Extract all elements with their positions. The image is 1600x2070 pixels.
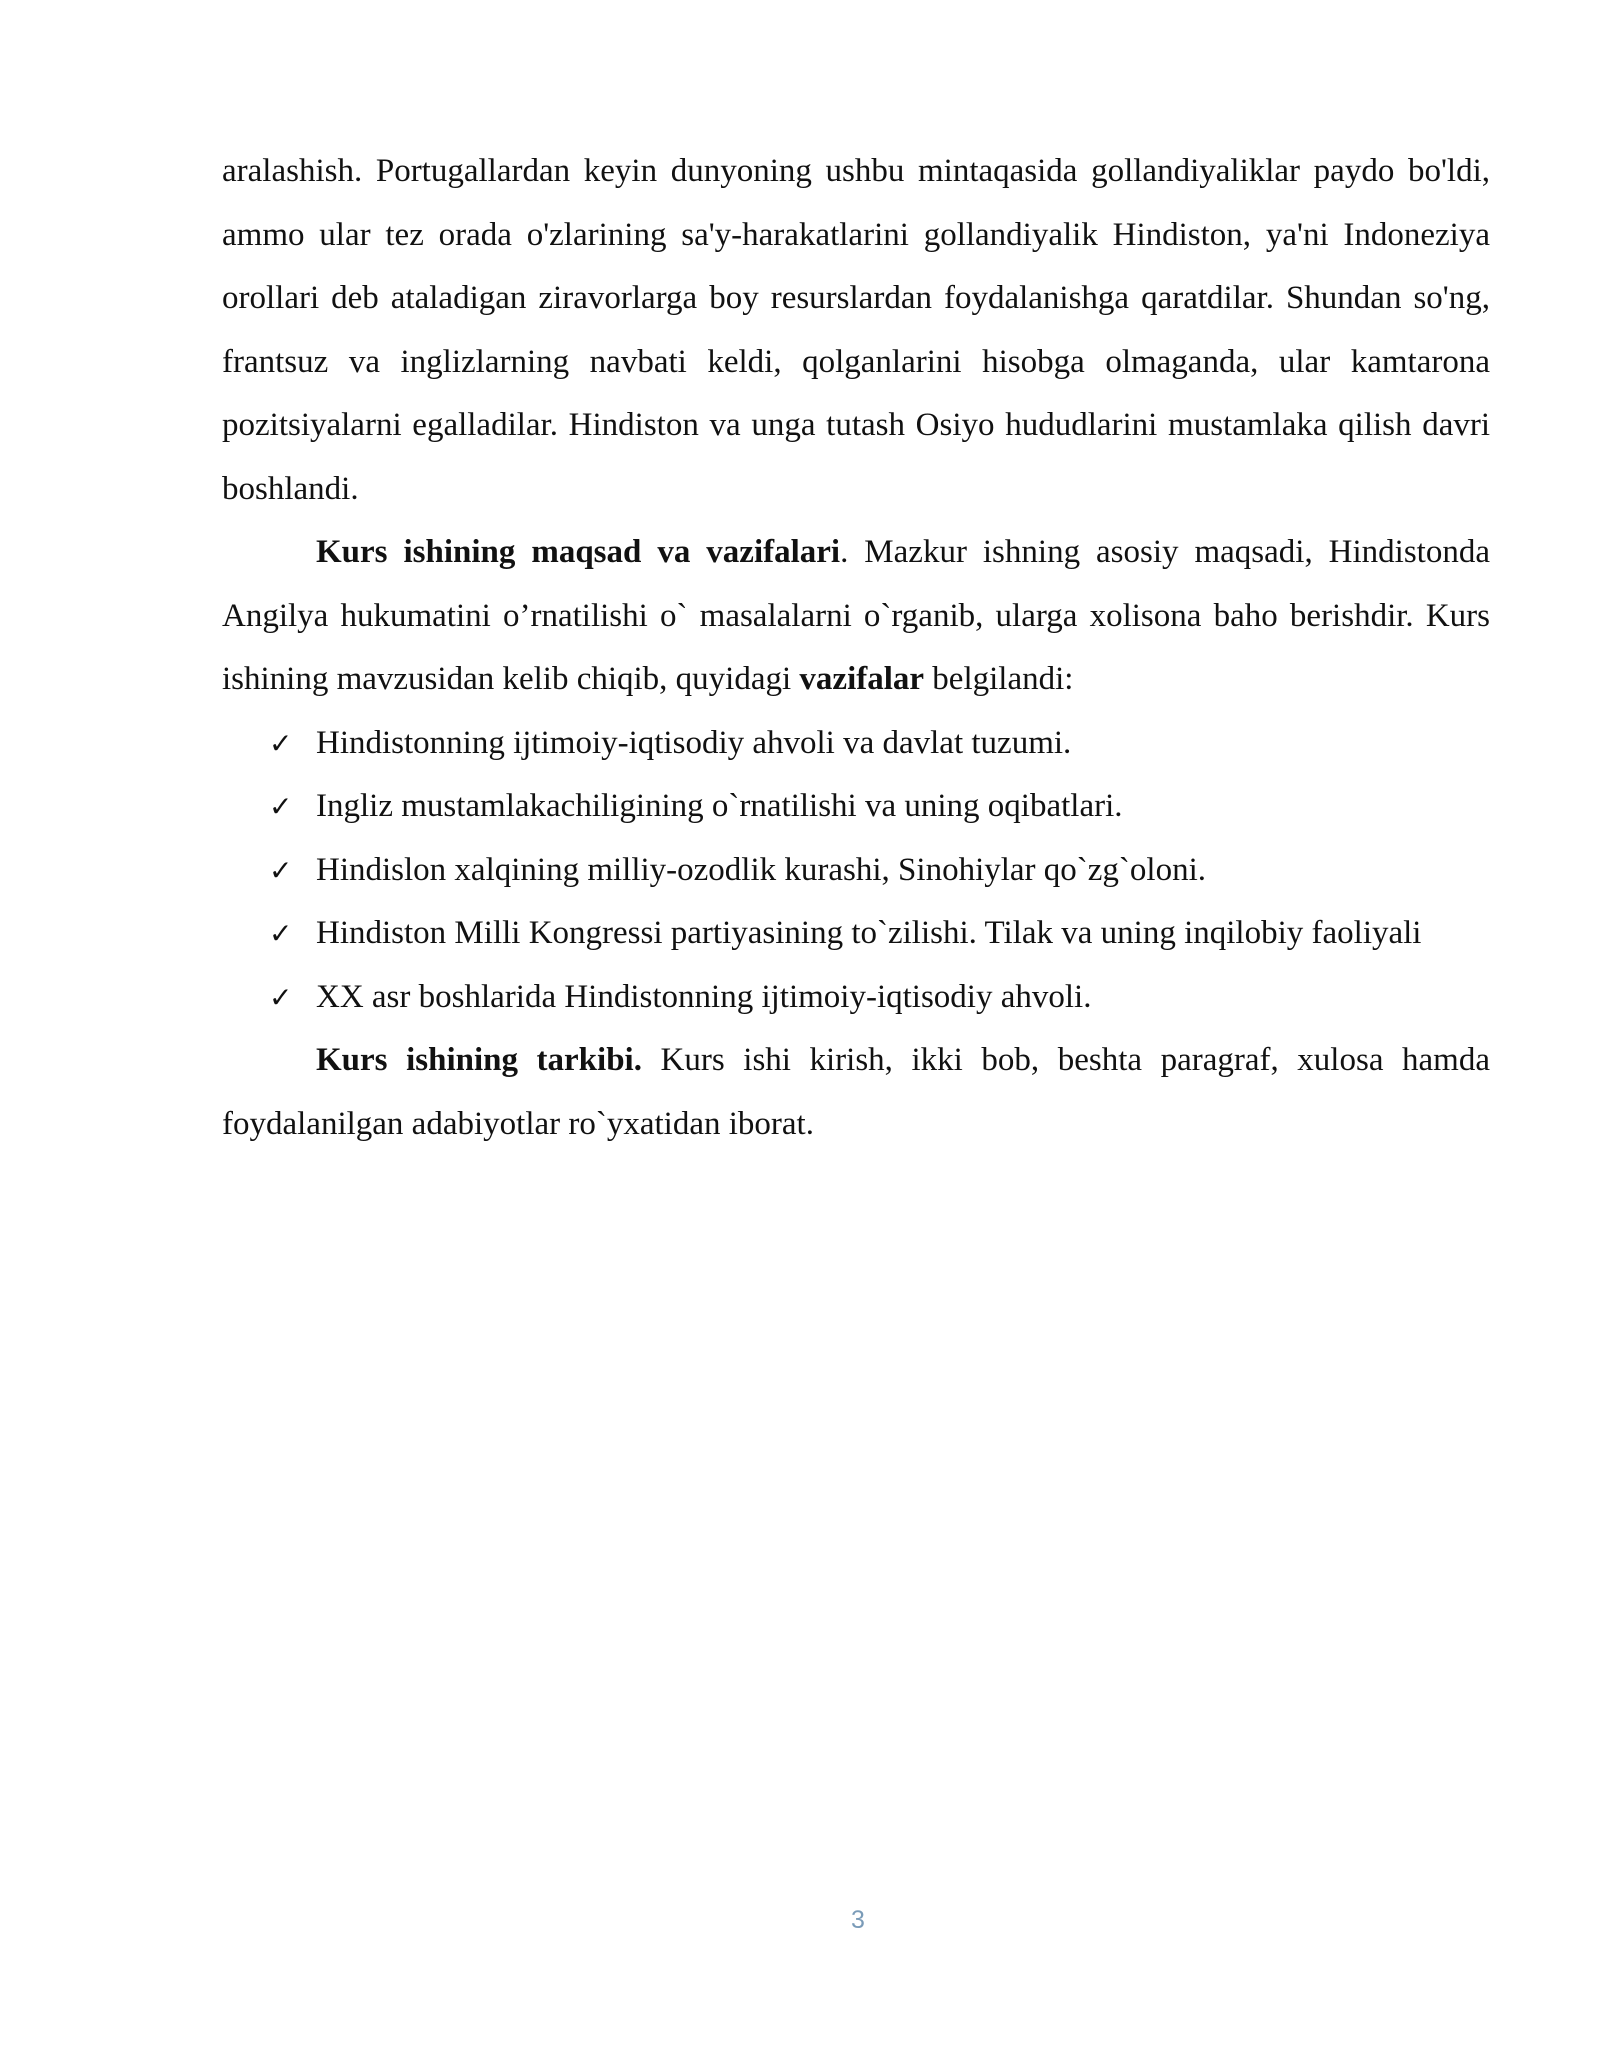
task-text: Hindiston Milli Kongressi partiyasining to`zilishi. Tilak va uning inqilobiy faoliyali — [316, 915, 1422, 951]
list-item — [222, 775, 1490, 839]
check-icon: ✓ — [269, 726, 293, 760]
list-item — [222, 839, 1490, 903]
goals-bold-word: vazifalar — [799, 661, 925, 697]
list-item — [222, 902, 1490, 966]
check-icon: ✓ — [269, 980, 293, 1014]
task-text: XX asr boshlarida Hindistonning ijtimoiy-iqtisodiy ahvoli. — [316, 978, 1092, 1015]
goals-heading: Kurs ishining maqsad va vazifalari — [316, 534, 841, 570]
goals-text-2: belgilandi: — [924, 661, 1074, 697]
intro-paragraph: aralashish. Portugallardan keyin dunyoning ushbu mintaqasida gollandiyaliklar paydo bo'ldi, ammo ular tez orada o'zlarining sa'y-harakatlarini gollandiyalik Hindiston, ya'ni Indoneziya orollari deb ataladigan ziravorlarga boy resurslardan foydalanishga qaratdilar. Shundan so'ng, frantsuz va inglizlarning navbati keldi, qolganlarini hisobga olmaganda, ular kamtarona pozitsiyalarni egalladilar. Hindiston va unga tutash Osiyo hududlarini mustamlaka qilish davri boshlandi. — [222, 153, 1490, 507]
task-text: Hindislon xalqining milliy-ozodlik kurashi, Sinohiylar qo`zg`oloni. — [316, 851, 1207, 888]
goals-text-1: . Mazkur ishning asosiy maqsadi, Hindistonda Angilya hukumatini o’rnatilishi o` masalalarni o`rganib, ularga xolisona baho berishdir. Kurs ishining mavzusidan kelib chiqib, quyidagi — [222, 534, 1490, 697]
list-item — [222, 712, 1490, 776]
task-text: Hindistonning ijtimoiy-iqtisodiy ahvoli va davlat tuzumi. — [316, 724, 1072, 761]
check-icon: ✓ — [269, 790, 293, 823]
structure-text: Kurs ishi kirish, ikki bob, beshta paragraf, xulosa hamda foydalanilgan adabiyotlar ro`yxatidan iborat. — [222, 1042, 1490, 1142]
list-item — [222, 966, 1490, 1030]
task-text: Ingliz mustamlakachiligining o`rnatilishi va uning oqibatlari. — [316, 788, 1123, 824]
task-list — [222, 712, 1490, 1030]
body-text — [222, 140, 1490, 1156]
structure-paragraph — [222, 1029, 1490, 1156]
check-icon: ✓ — [269, 917, 293, 950]
page-number: 3 — [851, 1906, 865, 1934]
goals-paragraph — [222, 521, 1490, 712]
check-icon: ✓ — [269, 853, 293, 887]
structure-heading: Kurs ishining tarkibi. — [316, 1042, 642, 1078]
